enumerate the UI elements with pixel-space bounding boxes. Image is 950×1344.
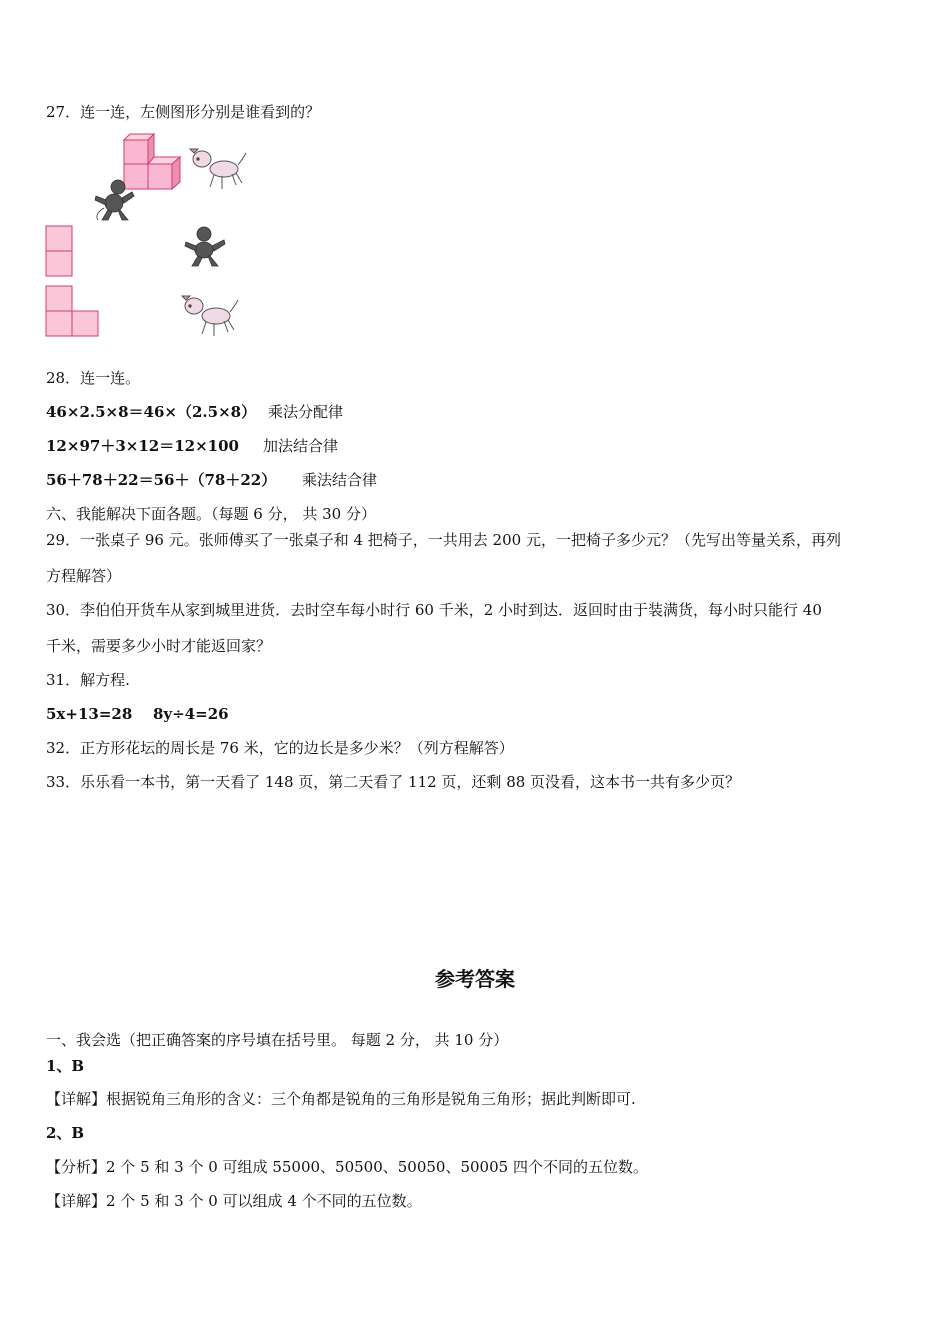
monkey-image-2 [182, 224, 228, 268]
q31-eq2: 8y÷4=26 [153, 705, 229, 723]
dog-image-2 [180, 292, 240, 338]
answers-section1: 一、我会选（把正确答案的序号填在括号里。 每题 2 分， 共 10 分） [46, 1031, 509, 1049]
view-shape-vertical [45, 225, 75, 279]
q28-expr-1: 46×2.5×8＝46×（2.5×8） [46, 403, 257, 421]
q28-law-3: 乘法结合律 [302, 471, 378, 489]
q28-law-2: 加法结合律 [263, 437, 339, 455]
q31-eq1: 5x+13=28 [46, 705, 133, 723]
q32-text: 32．正方形花坛的周长是 76 米，它的边长是多少米？（列方程解答） [46, 739, 514, 757]
q28-law-1: 乘法分配律 [268, 403, 344, 421]
q29-line1: 29．一张桌子 96 元。张师傅买了一张桌子和 4 把椅子，一共用去 200 元，一把椅子多少元？（先写出等量关系，再列 [46, 531, 841, 549]
monkey-image [92, 178, 138, 222]
answer-1-num: 1、B [46, 1057, 85, 1075]
answer-2-detail: 【详解】2 个 5 和 3 个 0 可以组成 4 个不同的五位数。 [46, 1192, 422, 1210]
q31-text: 31．解方程. [46, 671, 130, 689]
view-shape-l [45, 285, 101, 339]
section6-heading: 六、我能解决下面各题。（每题 6 分， 共 30 分） [46, 505, 376, 523]
q33-text: 33．乐乐看一本书，第一天看了 148 页，第二天看了 112 页，还剩 88 页没看，这本书一共有多少页？ [46, 773, 741, 791]
answer-2-num: 2、B [46, 1124, 85, 1142]
q30-line1: 30．李伯伯开货车从家到城里进货．去时空车每小时行 60 千米，2 小时到达．返回时由于装满货，每小时只能行 40 [46, 601, 822, 619]
answer-1-detail: 【详解】根据锐角三角形的含义：三个角都是锐角的三角形是锐角三角形；据此判断即可. [46, 1090, 636, 1108]
q28-expr-3: 56＋78＋22＝56＋（78＋22） [46, 471, 277, 489]
answer-2-analysis: 【分析】2 个 5 和 3 个 0 可组成 55000、50500、50050、50005 四个不同的五位数。 [46, 1158, 648, 1176]
q29-line2: 方程解答） [46, 567, 122, 585]
q28-expr-2: 12×97＋3×12＝12×100 [46, 437, 239, 455]
q27-text: 27．连一连，左侧图形分别是谁看到的？ [46, 103, 321, 121]
q30-line2: 千米，需要多少小时才能返回家？ [46, 637, 272, 655]
dog-image [188, 145, 248, 191]
q28-text: 28．连一连。 [46, 369, 141, 387]
answers-title: 参考答案 [435, 967, 515, 991]
